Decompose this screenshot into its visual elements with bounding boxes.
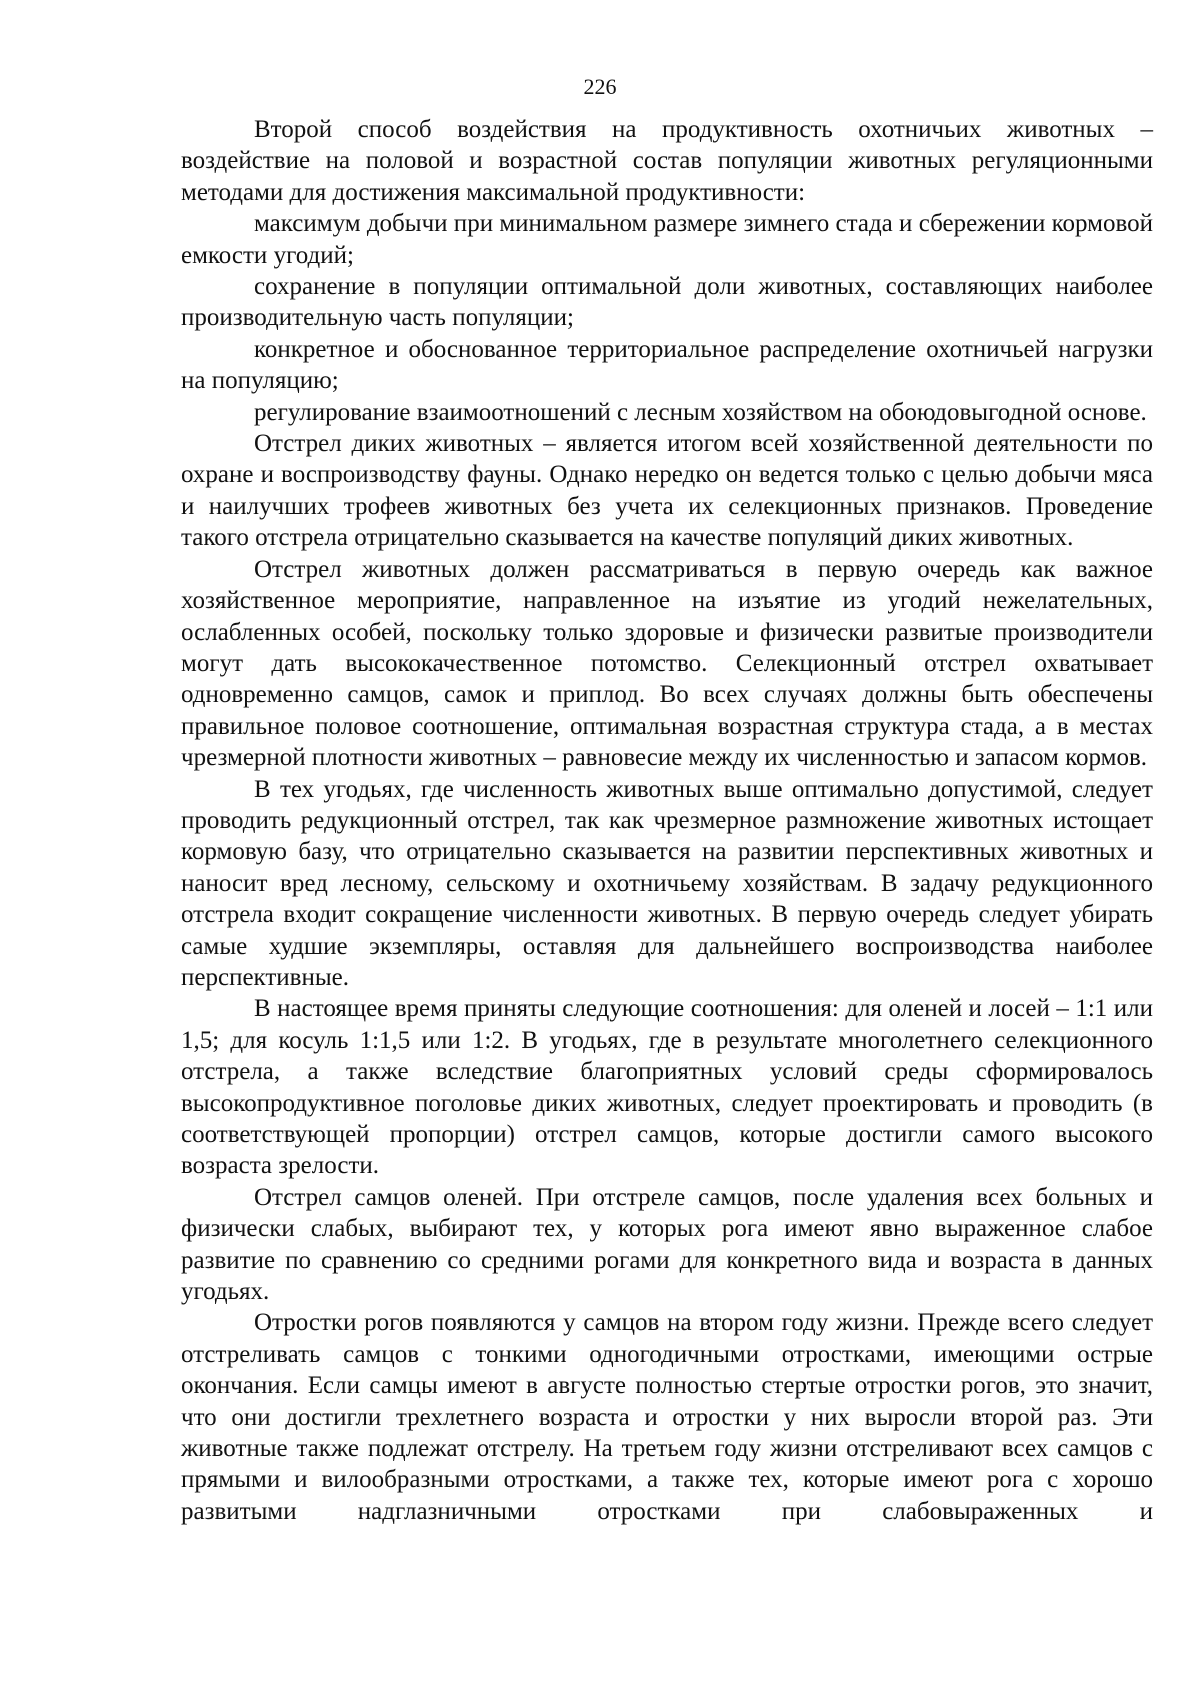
paragraph: Второй способ воздействия на продуктивность охотничьих животных – воздействие на половой и возрастной состав популяции животных регуляционными методами для достижения максимальной продуктивности: xyxy=(181,116,1153,206)
page-number: 226 xyxy=(583,74,617,99)
paragraph: Отстрел самцов оленей. При отстреле самцов, после удаления всех больных и физически слабых, выбирают тех, у которых рога имеют явно выраженное слабое развитие по сравнению со средними рогами для конкретного вида и возраста в данных угодьях. xyxy=(181,1183,1153,1306)
paragraph: Отстрел диких животных – является итогом всей хозяйственной деятельности по охране и воспроизводству фауны. Однако нередко он ведется только с целью добычи мяса и наилучших трофеев животных без учета их селекционных признаков. Проведение такого отстрела отрицательно сказывается на качестве популяций диких животных. xyxy=(181,430,1153,552)
paragraph: Отстрел животных должен рассматриваться в первую очередь как важное хозяйственное мероприятие, направленное на изъятие из угодий нежелательных, ослабленных особей, поскольку только здоровые и физически развитые производители могут дать высококачественное потомство. Селекционный отстрел охватывает одновременно самцов, самок и приплод. Во всех случаях должны быть обеспечены правильное половое соотношение, оптимальная возрастная структура стада, а в местах чрезмерной плотности животных – равновесие между их численностью и запасом кормов. xyxy=(181,555,1153,772)
paragraph: конкретное и обоснованное территориальное распределение охотничьей нагрузки на популяцию; xyxy=(181,335,1153,395)
paragraph: максимум добычи при минимальном размере зимнего стада и сбережении кормовой емкости угодий; xyxy=(181,210,1153,269)
text-body xyxy=(181,114,1153,1527)
paragraph: сохранение в популяции оптимальной доли животных, составляющих наиболее производительную часть популяции; xyxy=(181,273,1153,332)
paragraph: Отростки рогов появляются у самцов на втором году жизни. Прежде всего следует отстреливать самцов с тонкими одногодичными отростками, имеющими острые окончания. Если самцы имеют в августе полностью стертые отростки рогов, это значит, что они достигли трехлетнего возраста и отростки у них выросли второй раз. Эти животные также подлежат отстрелу. На третьем году жизни отстреливают всех самцов с прямыми и вилообразными отростками, а также тех, которые имеют рога с хорошо развитыми надглазничными отростками при слабовыраженных и xyxy=(181,1309,1153,1525)
paragraph: В тех угодьях, где численность животных выше оптимально допустимой, следует проводить редукционный отстрел, так как чрезмерное размножение животных истощает кормовую базу, что отрицательно сказывается на развитии перспективных животных и наносит вред лесному, сельскому и охотничьему хозяйствам. В задачу редукционного отстрела входит сокращение численности животных. В первую очередь следует убирать самые худшие экземпляры, оставляя для дальнейшего воспроизводства наиболее перспективные. xyxy=(181,775,1153,991)
paragraph: регулирование взаимоотношений с лесным хозяйством на обоюдовыгодной основе. xyxy=(254,398,1147,426)
paragraph: В настоящее время приняты следующие соотношения: для оленей и лосей – 1:1 или 1,5; для косуль 1:1,5 или 1:2. В угодьях, где в результате многолетнего селекционного отстрела, а также вследствие благоприятных условий среды сформировалось высокопродуктивное поголовье диких животных, следует проектировать и проводить (в соответствующей пропорции) отстрел самцов, которые достигли самого высокого возраста зрелости. xyxy=(181,995,1153,1180)
